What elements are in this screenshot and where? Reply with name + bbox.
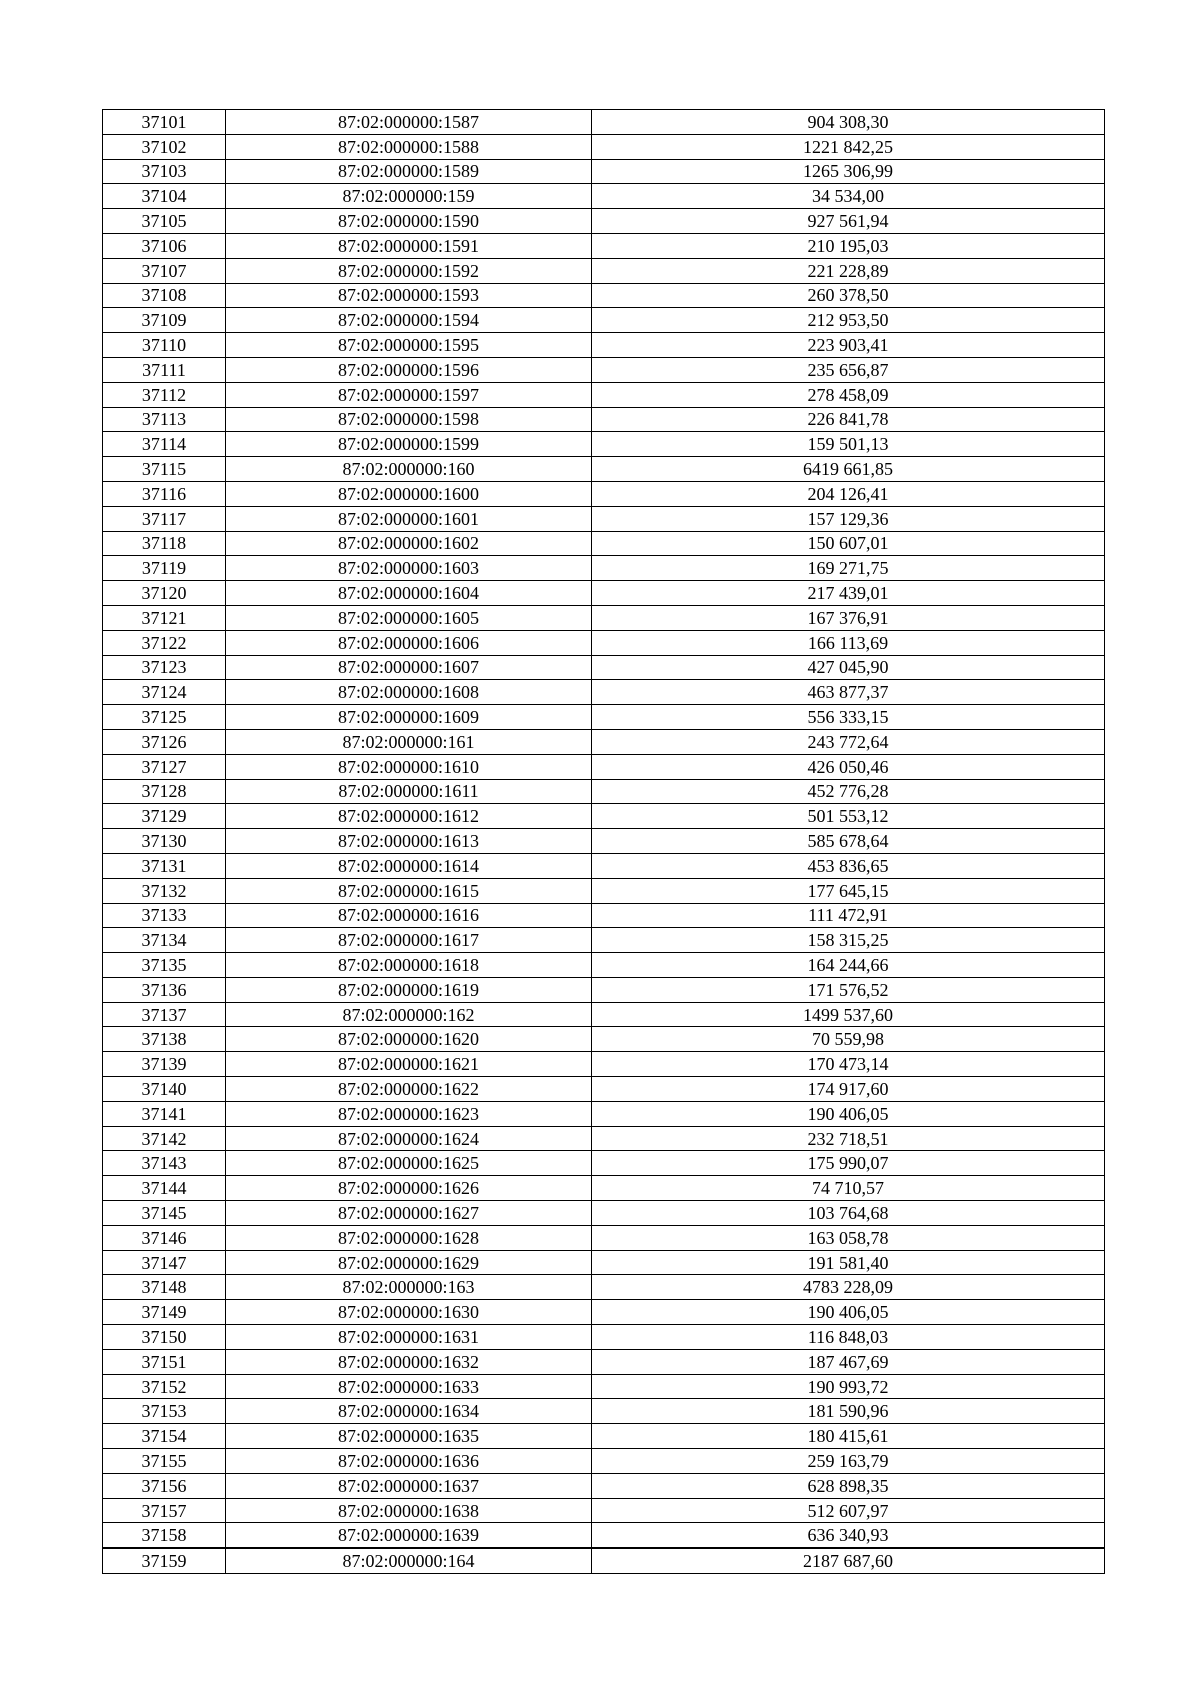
- cadastral-number-cell: 87:02:000000:1588: [226, 134, 592, 159]
- cadastral-number-cell: 87:02:000000:1597: [226, 382, 592, 407]
- row-number-cell: 37113: [103, 407, 226, 432]
- row-number-cell: 37145: [103, 1201, 226, 1226]
- row-number-cell: 37149: [103, 1300, 226, 1325]
- cadastral-number-cell: 87:02:000000:1601: [226, 506, 592, 531]
- table-row: [103, 1325, 1105, 1350]
- cadastral-value-cell: 427 045,90: [592, 655, 1105, 680]
- cadastral-value-cell: 512 607,97: [592, 1498, 1105, 1523]
- cadastral-value-cell: 585 678,64: [592, 829, 1105, 854]
- row-number-cell: 37123: [103, 655, 226, 680]
- row-number-cell: 37125: [103, 705, 226, 730]
- cadastral-value-cell: 904 308,30: [592, 110, 1105, 135]
- cadastral-number-cell: 87:02:000000:1626: [226, 1176, 592, 1201]
- table-row: [103, 1473, 1105, 1498]
- cadastral-value-cell: 212 953,50: [592, 308, 1105, 333]
- cadastral-number-cell: 87:02:000000:1587: [226, 110, 592, 135]
- table-body: [103, 110, 1105, 1574]
- row-number-cell: 37148: [103, 1275, 226, 1300]
- cadastral-number-cell: 87:02:000000:1622: [226, 1077, 592, 1102]
- row-number-cell: 37121: [103, 605, 226, 630]
- row-number-cell: 37139: [103, 1052, 226, 1077]
- row-number-cell: 37135: [103, 953, 226, 978]
- row-number-cell: 37101: [103, 110, 226, 135]
- cadastral-value-cell: 167 376,91: [592, 605, 1105, 630]
- cadastral-number-cell: 87:02:000000:1639: [226, 1523, 592, 1548]
- cadastral-number-cell: 87:02:000000:1629: [226, 1250, 592, 1275]
- cadastral-value-cell: 4783 228,09: [592, 1275, 1105, 1300]
- table-row: [103, 184, 1105, 209]
- row-number-cell: 37103: [103, 159, 226, 184]
- cadastral-number-cell: 87:02:000000:1618: [226, 953, 592, 978]
- row-number-cell: 37153: [103, 1399, 226, 1424]
- cadastral-number-cell: 87:02:000000:1595: [226, 333, 592, 358]
- table-row: [103, 233, 1105, 258]
- cadastral-value-cell: 191 581,40: [592, 1250, 1105, 1275]
- cadastral-number-cell: 87:02:000000:162: [226, 1002, 592, 1027]
- table-row: [103, 1548, 1105, 1573]
- table-row: [103, 829, 1105, 854]
- cadastral-value-cell: 232 718,51: [592, 1126, 1105, 1151]
- table-row: [103, 357, 1105, 382]
- table-row: [103, 134, 1105, 159]
- cadastral-value-cell: 187 467,69: [592, 1349, 1105, 1374]
- cadastral-number-cell: 87:02:000000:1614: [226, 853, 592, 878]
- table-row: [103, 853, 1105, 878]
- cadastral-value-cell: 927 561,94: [592, 209, 1105, 234]
- cadastral-value-cell: 1221 842,25: [592, 134, 1105, 159]
- table-row: [103, 953, 1105, 978]
- cadastral-value-cell: 74 710,57: [592, 1176, 1105, 1201]
- table-row: [103, 581, 1105, 606]
- cadastral-number-cell: 87:02:000000:1638: [226, 1498, 592, 1523]
- row-number-cell: 37126: [103, 729, 226, 754]
- row-number-cell: 37137: [103, 1002, 226, 1027]
- table-row: [103, 680, 1105, 705]
- row-number-cell: 37115: [103, 457, 226, 482]
- cadastral-number-cell: 87:02:000000:1636: [226, 1449, 592, 1474]
- cadastral-number-cell: 87:02:000000:1596: [226, 357, 592, 382]
- table-row: [103, 878, 1105, 903]
- cadastral-value-cell: 177 645,15: [592, 878, 1105, 903]
- row-number-cell: 37159: [103, 1548, 226, 1573]
- table-row: [103, 804, 1105, 829]
- row-number-cell: 37112: [103, 382, 226, 407]
- row-number-cell: 37133: [103, 903, 226, 928]
- row-number-cell: 37130: [103, 829, 226, 854]
- cadastral-value-cell: 223 903,41: [592, 333, 1105, 358]
- cadastral-number-cell: 87:02:000000:1602: [226, 531, 592, 556]
- cadastral-number-cell: 87:02:000000:1637: [226, 1473, 592, 1498]
- table-row: [103, 1498, 1105, 1523]
- cadastral-value-cell: 243 772,64: [592, 729, 1105, 754]
- table-row: [103, 209, 1105, 234]
- cadastral-number-cell: 87:02:000000:1600: [226, 481, 592, 506]
- row-number-cell: 37151: [103, 1349, 226, 1374]
- cadastral-value-cell: 628 898,35: [592, 1473, 1105, 1498]
- row-number-cell: 37140: [103, 1077, 226, 1102]
- cadastral-number-cell: 87:02:000000:163: [226, 1275, 592, 1300]
- cadastral-number-cell: 87:02:000000:1590: [226, 209, 592, 234]
- table-row: [103, 1275, 1105, 1300]
- row-number-cell: 37108: [103, 283, 226, 308]
- cadastral-value-cell: 426 050,46: [592, 754, 1105, 779]
- row-number-cell: 37106: [103, 233, 226, 258]
- table-row: [103, 1449, 1105, 1474]
- table-row: [103, 1176, 1105, 1201]
- cadastral-number-cell: 87:02:000000:1592: [226, 258, 592, 283]
- cadastral-value-cell: 260 378,50: [592, 283, 1105, 308]
- cadastral-number-cell: 87:02:000000:1591: [226, 233, 592, 258]
- table-row: [103, 1151, 1105, 1176]
- cadastral-value-cell: 157 129,36: [592, 506, 1105, 531]
- row-number-cell: 37104: [103, 184, 226, 209]
- table-row: [103, 333, 1105, 358]
- cadastral-value-cell: 164 244,66: [592, 953, 1105, 978]
- cadastral-value-cell: 190 406,05: [592, 1101, 1105, 1126]
- cadastral-value-cell: 190 993,72: [592, 1374, 1105, 1399]
- cadastral-number-cell: 87:02:000000:160: [226, 457, 592, 482]
- table-row: [103, 1374, 1105, 1399]
- cadastral-value-cell: 6419 661,85: [592, 457, 1105, 482]
- row-number-cell: 37146: [103, 1225, 226, 1250]
- table-row: [103, 903, 1105, 928]
- row-number-cell: 37117: [103, 506, 226, 531]
- cadastral-value-cell: 221 228,89: [592, 258, 1105, 283]
- table-row: [103, 705, 1105, 730]
- cadastral-value-cell: 278 458,09: [592, 382, 1105, 407]
- cadastral-number-cell: 87:02:000000:1627: [226, 1201, 592, 1226]
- table-row: [103, 1523, 1105, 1548]
- row-number-cell: 37107: [103, 258, 226, 283]
- cadastral-value-cell: 235 656,87: [592, 357, 1105, 382]
- cadastral-value-cell: 180 415,61: [592, 1424, 1105, 1449]
- table-row: [103, 506, 1105, 531]
- cadastral-value-cell: 636 340,93: [592, 1523, 1105, 1548]
- cadastral-value-table: [102, 109, 1105, 1574]
- cadastral-value-cell: 210 195,03: [592, 233, 1105, 258]
- table-row: [103, 1225, 1105, 1250]
- cadastral-number-cell: 87:02:000000:1589: [226, 159, 592, 184]
- table-row: [103, 457, 1105, 482]
- table-row: [103, 1052, 1105, 1077]
- row-number-cell: 37143: [103, 1151, 226, 1176]
- row-number-cell: 37129: [103, 804, 226, 829]
- row-number-cell: 37122: [103, 630, 226, 655]
- table-row: [103, 1126, 1105, 1151]
- cadastral-number-cell: 87:02:000000:1606: [226, 630, 592, 655]
- cadastral-number-cell: 87:02:000000:164: [226, 1548, 592, 1573]
- row-number-cell: 37150: [103, 1325, 226, 1350]
- table-row: [103, 1027, 1105, 1052]
- cadastral-number-cell: 87:02:000000:1635: [226, 1424, 592, 1449]
- cadastral-value-cell: 217 439,01: [592, 581, 1105, 606]
- table-row: [103, 1002, 1105, 1027]
- cadastral-number-cell: 87:02:000000:1608: [226, 680, 592, 705]
- cadastral-value-cell: 34 534,00: [592, 184, 1105, 209]
- cadastral-number-cell: 87:02:000000:1633: [226, 1374, 592, 1399]
- cadastral-number-cell: 87:02:000000:1605: [226, 605, 592, 630]
- cadastral-value-cell: 463 877,37: [592, 680, 1105, 705]
- cadastral-number-cell: 87:02:000000:1612: [226, 804, 592, 829]
- table-row: [103, 531, 1105, 556]
- cadastral-value-cell: 170 473,14: [592, 1052, 1105, 1077]
- cadastral-number-cell: 87:02:000000:161: [226, 729, 592, 754]
- table-row: [103, 308, 1105, 333]
- table-row: [103, 159, 1105, 184]
- row-number-cell: 37155: [103, 1449, 226, 1474]
- row-number-cell: 37141: [103, 1101, 226, 1126]
- table-row: [103, 382, 1105, 407]
- table-row: [103, 655, 1105, 680]
- row-number-cell: 37128: [103, 779, 226, 804]
- cadastral-value-cell: 116 848,03: [592, 1325, 1105, 1350]
- row-number-cell: 37116: [103, 481, 226, 506]
- cadastral-number-cell: 87:02:000000:1615: [226, 878, 592, 903]
- table-row: [103, 605, 1105, 630]
- cadastral-number-cell: 87:02:000000:1594: [226, 308, 592, 333]
- table-row: [103, 283, 1105, 308]
- row-number-cell: 37131: [103, 853, 226, 878]
- table-row: [103, 630, 1105, 655]
- cadastral-number-cell: 87:02:000000:159: [226, 184, 592, 209]
- row-number-cell: 37110: [103, 333, 226, 358]
- cadastral-value-cell: 174 917,60: [592, 1077, 1105, 1102]
- cadastral-number-cell: 87:02:000000:1617: [226, 928, 592, 953]
- table-row: [103, 928, 1105, 953]
- cadastral-number-cell: 87:02:000000:1610: [226, 754, 592, 779]
- table-row: [103, 1399, 1105, 1424]
- cadastral-value-cell: 2187 687,60: [592, 1548, 1105, 1573]
- cadastral-value-cell: 150 607,01: [592, 531, 1105, 556]
- table-row: [103, 1424, 1105, 1449]
- row-number-cell: 37157: [103, 1498, 226, 1523]
- table-row: [103, 1101, 1105, 1126]
- cadastral-value-cell: 166 113,69: [592, 630, 1105, 655]
- cadastral-value-cell: 159 501,13: [592, 432, 1105, 457]
- cadastral-value-cell: 226 841,78: [592, 407, 1105, 432]
- table-row: [103, 754, 1105, 779]
- row-number-cell: 37120: [103, 581, 226, 606]
- cadastral-number-cell: 87:02:000000:1621: [226, 1052, 592, 1077]
- row-number-cell: 37136: [103, 977, 226, 1002]
- cadastral-number-cell: 87:02:000000:1631: [226, 1325, 592, 1350]
- row-number-cell: 37105: [103, 209, 226, 234]
- table-row: [103, 729, 1105, 754]
- cadastral-value-cell: 111 472,91: [592, 903, 1105, 928]
- cadastral-value-cell: 181 590,96: [592, 1399, 1105, 1424]
- row-number-cell: 37109: [103, 308, 226, 333]
- row-number-cell: 37127: [103, 754, 226, 779]
- cadastral-number-cell: 87:02:000000:1598: [226, 407, 592, 432]
- table-row: [103, 779, 1105, 804]
- row-number-cell: 37118: [103, 531, 226, 556]
- cadastral-number-cell: 87:02:000000:1604: [226, 581, 592, 606]
- table-row: [103, 556, 1105, 581]
- cadastral-number-cell: 87:02:000000:1620: [226, 1027, 592, 1052]
- table-row: [103, 432, 1105, 457]
- table-row: [103, 1300, 1105, 1325]
- table-row: [103, 1250, 1105, 1275]
- cadastral-value-cell: 169 271,75: [592, 556, 1105, 581]
- row-number-cell: 37154: [103, 1424, 226, 1449]
- row-number-cell: 37111: [103, 357, 226, 382]
- table-row: [103, 258, 1105, 283]
- cadastral-value-cell: 501 553,12: [592, 804, 1105, 829]
- cadastral-value-cell: 103 764,68: [592, 1201, 1105, 1226]
- cadastral-number-cell: 87:02:000000:1632: [226, 1349, 592, 1374]
- row-number-cell: 37142: [103, 1126, 226, 1151]
- cadastral-number-cell: 87:02:000000:1634: [226, 1399, 592, 1424]
- row-number-cell: 37156: [103, 1473, 226, 1498]
- cadastral-number-cell: 87:02:000000:1603: [226, 556, 592, 581]
- cadastral-value-cell: 175 990,07: [592, 1151, 1105, 1176]
- row-number-cell: 37152: [103, 1374, 226, 1399]
- table-row: [103, 1077, 1105, 1102]
- cadastral-value-cell: 452 776,28: [592, 779, 1105, 804]
- table-row: [103, 407, 1105, 432]
- cadastral-value-cell: 190 406,05: [592, 1300, 1105, 1325]
- cadastral-value-cell: 453 836,65: [592, 853, 1105, 878]
- cadastral-value-cell: 171 576,52: [592, 977, 1105, 1002]
- cadastral-value-cell: 556 333,15: [592, 705, 1105, 730]
- cadastral-value-cell: 163 058,78: [592, 1225, 1105, 1250]
- row-number-cell: 37147: [103, 1250, 226, 1275]
- cadastral-number-cell: 87:02:000000:1628: [226, 1225, 592, 1250]
- row-number-cell: 37138: [103, 1027, 226, 1052]
- table-row: [103, 110, 1105, 135]
- cadastral-value-cell: 1499 537,60: [592, 1002, 1105, 1027]
- cadastral-number-cell: 87:02:000000:1599: [226, 432, 592, 457]
- cadastral-number-cell: 87:02:000000:1630: [226, 1300, 592, 1325]
- row-number-cell: 37134: [103, 928, 226, 953]
- row-number-cell: 37124: [103, 680, 226, 705]
- row-number-cell: 37119: [103, 556, 226, 581]
- cadastral-number-cell: 87:02:000000:1611: [226, 779, 592, 804]
- cadastral-number-cell: 87:02:000000:1593: [226, 283, 592, 308]
- cadastral-number-cell: 87:02:000000:1609: [226, 705, 592, 730]
- row-number-cell: 37144: [103, 1176, 226, 1201]
- table-row: [103, 977, 1105, 1002]
- cadastral-number-cell: 87:02:000000:1607: [226, 655, 592, 680]
- cadastral-value-cell: 70 559,98: [592, 1027, 1105, 1052]
- table-row: [103, 1201, 1105, 1226]
- table-row: [103, 1349, 1105, 1374]
- row-number-cell: 37102: [103, 134, 226, 159]
- cadastral-number-cell: 87:02:000000:1616: [226, 903, 592, 928]
- cadastral-number-cell: 87:02:000000:1625: [226, 1151, 592, 1176]
- table-row: [103, 481, 1105, 506]
- cadastral-number-cell: 87:02:000000:1613: [226, 829, 592, 854]
- cadastral-number-cell: 87:02:000000:1623: [226, 1101, 592, 1126]
- cadastral-value-cell: 259 163,79: [592, 1449, 1105, 1474]
- cadastral-value-cell: 204 126,41: [592, 481, 1105, 506]
- cadastral-number-cell: 87:02:000000:1624: [226, 1126, 592, 1151]
- row-number-cell: 37114: [103, 432, 226, 457]
- cadastral-value-cell: 158 315,25: [592, 928, 1105, 953]
- row-number-cell: 37132: [103, 878, 226, 903]
- cadastral-value-cell: 1265 306,99: [592, 159, 1105, 184]
- row-number-cell: 37158: [103, 1523, 226, 1548]
- cadastral-number-cell: 87:02:000000:1619: [226, 977, 592, 1002]
